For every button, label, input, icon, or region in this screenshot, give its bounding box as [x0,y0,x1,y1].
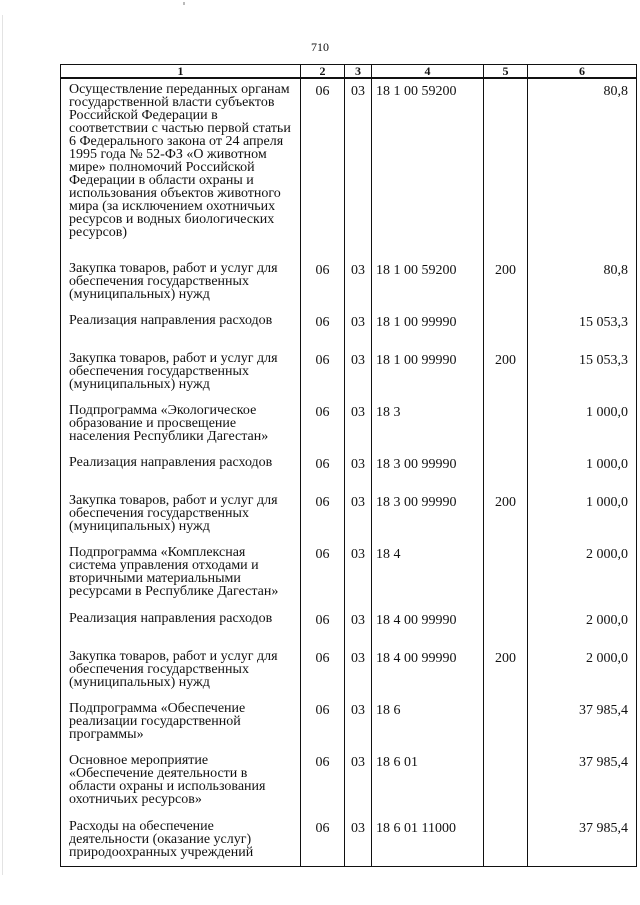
row-name: Реализация направления расходов [61,608,301,646]
scan-edge-shadow [2,15,3,875]
row-section: 06 [301,400,345,452]
row-subsection: 03 [345,310,372,348]
row-subsection: 03 [345,750,372,816]
row-amount: 15 053,3 [528,310,637,348]
row-section: 06 [301,608,345,646]
row-subsection: 03 [345,400,372,452]
row-target-code: 18 4 00 99990 [372,608,484,646]
row-amount: 2 000,0 [528,646,637,698]
row-target-code: 18 6 01 [372,750,484,816]
row-expense-type: 200 [484,646,528,698]
row-expense-type [484,698,528,750]
row-expense-type [484,608,528,646]
table-row [61,750,637,816]
row-subsection: 03 [345,348,372,400]
table-row [61,608,637,646]
row-expense-type [484,750,528,816]
row-amount: 80,8 [528,78,637,258]
row-expense-type [484,78,528,258]
row-amount: 37 985,4 [528,750,637,816]
row-amount: 37 985,4 [528,698,637,750]
row-subsection: 03 [345,490,372,542]
row-name: Осуществление переданных органам государственной власти субъектов Российской Федерации в соответствии с частью первой статьи 6 Федерального закона от 24 апреля 1995 года № 52-ФЗ «О животном мире» полномочий Российской Федерации в области охраны и использования объектов животного мира (за исключением охотничьих ресурсов и водных биологических ресурсов) [61,78,301,258]
page-number: 710 [311,40,329,54]
row-amount: 1 000,0 [528,400,637,452]
table-row [61,542,637,608]
row-target-code: 18 1 00 99990 [372,310,484,348]
col-header-4: 4 [372,65,484,79]
row-subsection: 03 [345,698,372,750]
row-subsection: 03 [345,258,372,310]
row-target-code: 18 6 [372,698,484,750]
row-section: 06 [301,348,345,400]
row-expense-type [484,400,528,452]
row-name: Реализация направления расходов [61,452,301,490]
row-section: 06 [301,542,345,608]
col-header-2: 2 [301,65,345,79]
row-expense-type [484,452,528,490]
table-row [61,698,637,750]
row-name: Закупка товаров, работ и услуг для обеспечения государственных (муниципальных) нужд [61,490,301,542]
row-target-code: 18 3 00 99990 [372,490,484,542]
table-row [61,646,637,698]
row-subsection: 03 [345,542,372,608]
row-target-code: 18 6 01 11000 [372,816,484,866]
row-subsection: 03 [345,646,372,698]
row-amount: 2 000,0 [528,608,637,646]
row-target-code: 18 1 00 99990 [372,348,484,400]
row-section: 06 [301,698,345,750]
table-row [61,490,637,542]
row-amount: 1 000,0 [528,490,637,542]
row-name: Подпрограмма «Комплексная система управления отходами и вторичными материальными ресурсами в Республике Дагестан» [61,542,301,608]
row-target-code: 18 4 00 99990 [372,646,484,698]
row-section: 06 [301,750,345,816]
row-target-code: 18 1 00 59200 [372,78,484,258]
table-row [61,452,637,490]
row-expense-type: 200 [484,258,528,310]
row-section: 06 [301,258,345,310]
table-row [61,78,637,258]
row-target-code: 18 3 00 99990 [372,452,484,490]
row-expense-type [484,542,528,608]
row-amount: 80,8 [528,258,637,310]
col-header-1: 1 [61,65,301,79]
col-header-5: 5 [484,65,528,79]
row-section: 06 [301,646,345,698]
row-expense-type [484,310,528,348]
col-header-3: 3 [345,65,372,79]
row-name: Подпрограмма «Обеспечение реализации государственной программы» [61,698,301,750]
row-amount: 37 985,4 [528,816,637,866]
row-expense-type: 200 [484,490,528,542]
row-name: Закупка товаров, работ и услуг для обеспечения государственных (муниципальных) нужд [61,258,301,310]
row-amount: 15 053,3 [528,348,637,400]
scan-speck [183,2,185,5]
row-name: Подпрограмма «Экологическое образование и просвещение населения Республики Дагестан» [61,400,301,452]
row-name: Основное мероприятие «Обеспечение деятельности в области охраны и использования охотничьих ресурсов» [61,750,301,816]
row-section: 06 [301,816,345,866]
row-target-code: 18 4 [372,542,484,608]
row-target-code: 18 3 [372,400,484,452]
row-subsection: 03 [345,608,372,646]
row-name: Закупка товаров, работ и услуг для обеспечения государственных (муниципальных) нужд [61,348,301,400]
row-section: 06 [301,452,345,490]
header-row [61,65,637,79]
table-row [61,348,637,400]
row-amount: 1 000,0 [528,452,637,490]
row-expense-type: 200 [484,348,528,400]
table-row [61,400,637,452]
row-name: Расходы на обеспечение деятельности (оказание услуг) природоохранных учреждений [61,816,301,866]
row-section: 06 [301,78,345,258]
table-row [61,310,637,348]
row-target-code: 18 1 00 59200 [372,258,484,310]
row-expense-type [484,816,528,866]
row-name: Закупка товаров, работ и услуг для обеспечения государственных (муниципальных) нужд [61,646,301,698]
row-subsection: 03 [345,816,372,866]
table-row [61,816,637,866]
budget-table [60,64,637,867]
row-subsection: 03 [345,78,372,258]
col-header-6: 6 [528,65,637,79]
table-row [61,258,637,310]
row-name: Реализация направления расходов [61,310,301,348]
row-section: 06 [301,310,345,348]
row-amount: 2 000,0 [528,542,637,608]
row-section: 06 [301,490,345,542]
row-subsection: 03 [345,452,372,490]
